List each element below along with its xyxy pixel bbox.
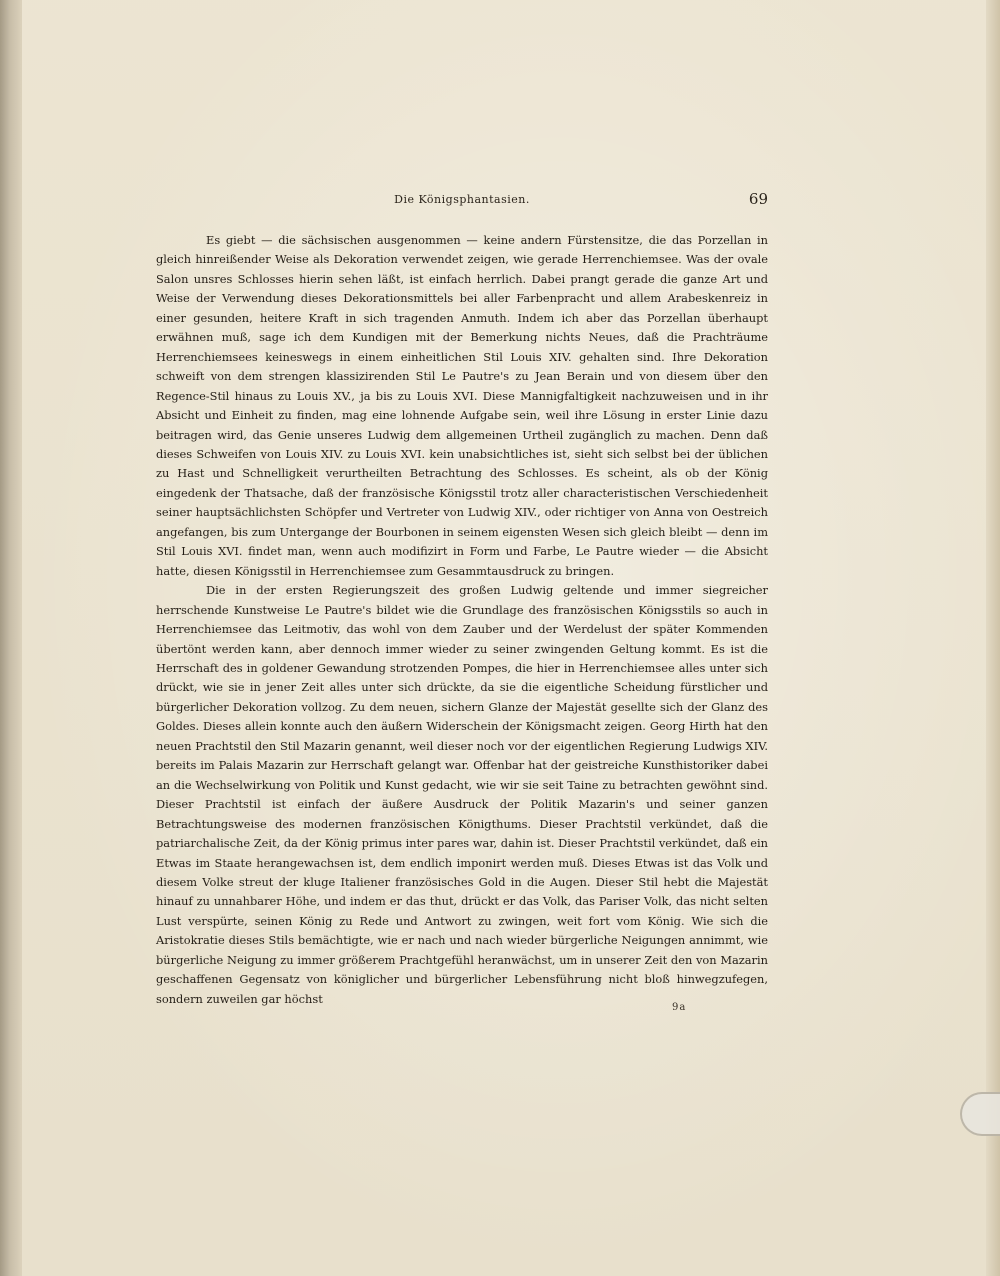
clip-mark bbox=[960, 1092, 1000, 1136]
page-number: 69 bbox=[748, 190, 768, 208]
paragraph: Es giebt — die sächsischen ausgenommen — keine andern Fürstensitze, die das Porzellan in gleich hinreißender Weise als Dekoration verwendet zeigen, wie gerade Herrenchiemsee. Was der ovale Salon unsres Schlosses hierin sehen läßt, ist einfach herrlich. Dabei prangt gerade die ganze Art und Weise der Verwendung dieses Dekorationsmittels bei aller Farbenpracht und allem Arabeskenreiz in einer gesunden, heitere Kraft in sich tragenden Anmuth. Indem ich aber das Porzellan überhaupt erwähnen muß, sage ich dem Kundigen mit der Bemerkung nichts Neues, daß die Prachträume Herrenchiemsees keineswegs in einem einheitlichen Stil Louis XIV. gehalten sind. Ihre Dekoration schweift von dem strengen klassizirenden Stil Le Pautre's zu Jean Berain und von diesem über den Regence-Stil hinaus zu Louis XV., ja bis zu Louis XVI. Diese Mannigfaltigkeit nachzuweisen und in ihr Absicht und Einheit zu finden, mag eine lohnende Aufgabe sein, weil ihre Lösung in erster Linie dazu beitragen wird, das Genie unseres Ludwig dem allgemeinen Urtheil zugänglich zu machen. Denn daß dieses Schweifen von Louis XIV. zu Louis XVI. kein unabsichtliches ist, sieht sich selbst bei der üblichen zu Hast und Schnelligkeit verurtheilten Betrachtung des Schlosses. Es scheint, als ob der König eingedenk der Thatsache, daß der französische Königsstil trotz aller characteristischen Verschiedenheit seiner hauptsächlichsten Schöpfer und Vertreter von Ludwig XIV., oder richtiger von Anna von Oestreich angefangen, bis zum Untergange der Bourbonen in seinem eigensten Wesen sich gleich bleibt — denn im Stil Louis XVI. findet man, wenn auch modifizirt in Form und Farbe, Le Pautre wieder — die Absicht hatte, diesen Königsstil in Herrenchiemsee zum Gesammtausdruck zu bringen. bbox=[156, 233, 768, 578]
page-edge bbox=[986, 0, 1000, 1276]
running-header bbox=[156, 190, 768, 210]
scan-background-edge bbox=[0, 0, 22, 1276]
running-title: Die Königsphantasien. bbox=[394, 193, 530, 206]
paragraph: Die in der ersten Regierungszeit des großen Ludwig geltende und immer siegreicher herrschende Kunstweise Le Pautre's bildet wie die Grundlage des französischen Königsstils so auch in Herrenchiemsee das Leitmotiv, das wohl von dem Zauber und der Werdelust der später Kommenden übertönt werden kann, aber dennoch immer wieder zu seiner zwingenden Geltung kommt. Es ist die Herrschaft des in goldener Gewandung strotzenden Pompes, die hier in Herrenchiemsee alles unter sich drückt, wie sie in jener Zeit alles unter sich drückte, da sie die eigentliche Scheidung fürstlicher und bürgerlicher Dekoration vollzog. Zu dem neuen, sichern Glanze der Majestät gesellte sich der Glanz des Goldes. Dieses allein konnte auch den äußern Widerschein der Königsmacht zeigen. Georg Hirth hat den neuen Prachtstil den Stil Mazarin genannt, weil dieser noch vor der eigentlichen Regierung Ludwigs XIV. bereits im Palais Mazarin zur Herrschaft gelangt war. Offenbar hat der geistreiche Kunsthistoriker dabei an die Wechselwirkung von Politik und Kunst gedacht, wie wir sie seit Taine zu betrachten gewöhnt sind. Dieser Prachtstil ist einfach der äußere Ausdruck der Politik Mazarin's und seiner ganzen Betrachtungsweise des modernen französischen Königthums. Dieser Prachtstil verkündet, daß die patriarchalische Zeit, da der König primus inter pares war, dahin ist. Dieser Prachtstil verkündet, daß ein Etwas im Staate herangewachsen ist, dem endlich imponirt werden muß. Dieses Etwas ist das Volk und diesem Volke streut der kluge Italiener französisches Gold in die Augen. Dieser Stil hebt die Majestät hinauf zu unnahbarer Höhe, und indem er das thut, drückt er das Volk, das Pariser Volk, das nicht selten Lust verspürte, seinen König zu Rede und Antwort zu zwingen, weit fort vom König. Wie sich die Aristokratie dieses Stils bemächtigte, wie er nach und nach wieder bürgerliche Neigungen annimmt, wie bürgerliche Neigung zu immer größerem Prachtgefühl heranwächst, um in unserer Zeit den von Mazarin geschaffenen Gegensatz von königlicher und bürgerlicher Lebensführung nicht bloß hinwegzufegen, sondern zuweilen gar höchst bbox=[156, 583, 768, 1006]
printer-signature: 9a bbox=[672, 1002, 687, 1013]
body-text bbox=[156, 231, 768, 1009]
